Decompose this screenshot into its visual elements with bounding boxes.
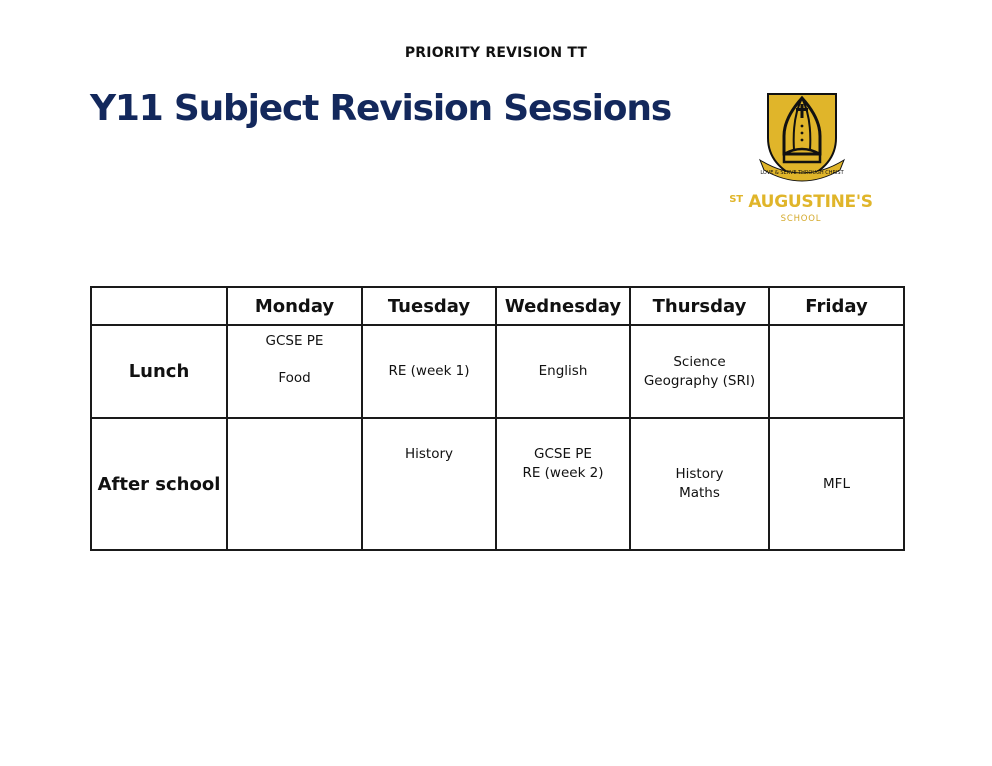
school-logo [728, 88, 874, 228]
table-row-after-school [91, 418, 904, 550]
row-label-lunch: Lunch [91, 325, 227, 418]
session-item: GCSE PE [534, 446, 592, 462]
cell-lunch-tuesday [362, 325, 496, 418]
corner-cell [91, 287, 227, 325]
column-header-wednesday: Wednesday [496, 287, 630, 325]
header-row [91, 287, 904, 325]
revision-timetable [90, 286, 905, 551]
cell-after-monday [227, 418, 362, 550]
document-subtitle: PRIORITY REVISION TT [404, 45, 588, 61]
session-item: Maths [679, 485, 720, 501]
cell-after-friday [769, 418, 904, 550]
column-header-monday: Monday [227, 287, 362, 325]
session-item: RE (week 2) [522, 465, 604, 481]
cell-after-tuesday [362, 418, 496, 550]
session-item: English [538, 363, 588, 379]
page-title: Y11 Subject Revision Sessions [90, 88, 671, 129]
column-header-tuesday: Tuesday [362, 287, 496, 325]
table-row-lunch [91, 325, 904, 418]
school-name-main: AUGUSTINE'S [742, 192, 873, 212]
school-name-prefix: ST [729, 194, 743, 205]
column-header-thursday: Thursday [630, 287, 769, 325]
school-name [728, 192, 874, 212]
row-label-after-school: After school [91, 418, 227, 550]
session-item: RE (week 1) [388, 363, 470, 379]
column-header-friday: Friday [769, 287, 904, 325]
session-item: History [675, 466, 724, 482]
session-item: MFL [823, 475, 850, 492]
session-item: Food [278, 370, 311, 386]
school-sub-label: SCHOOL [780, 214, 822, 224]
session-item: GCSE PE [265, 333, 324, 349]
cell-lunch-wednesday [496, 325, 630, 418]
school-crest-icon [754, 88, 850, 188]
session-item: Science [673, 353, 726, 370]
cell-after-wednesday [496, 418, 630, 550]
cell-lunch-monday [227, 325, 362, 418]
cell-after-thursday [630, 418, 769, 550]
session-item: History [404, 446, 454, 462]
session-item: Geography (SRI) [643, 372, 756, 389]
cell-lunch-thursday [630, 325, 769, 418]
cell-lunch-friday [769, 325, 904, 418]
logo-motto: LOVE & SERVE THROUGH CHRIST [760, 170, 844, 176]
